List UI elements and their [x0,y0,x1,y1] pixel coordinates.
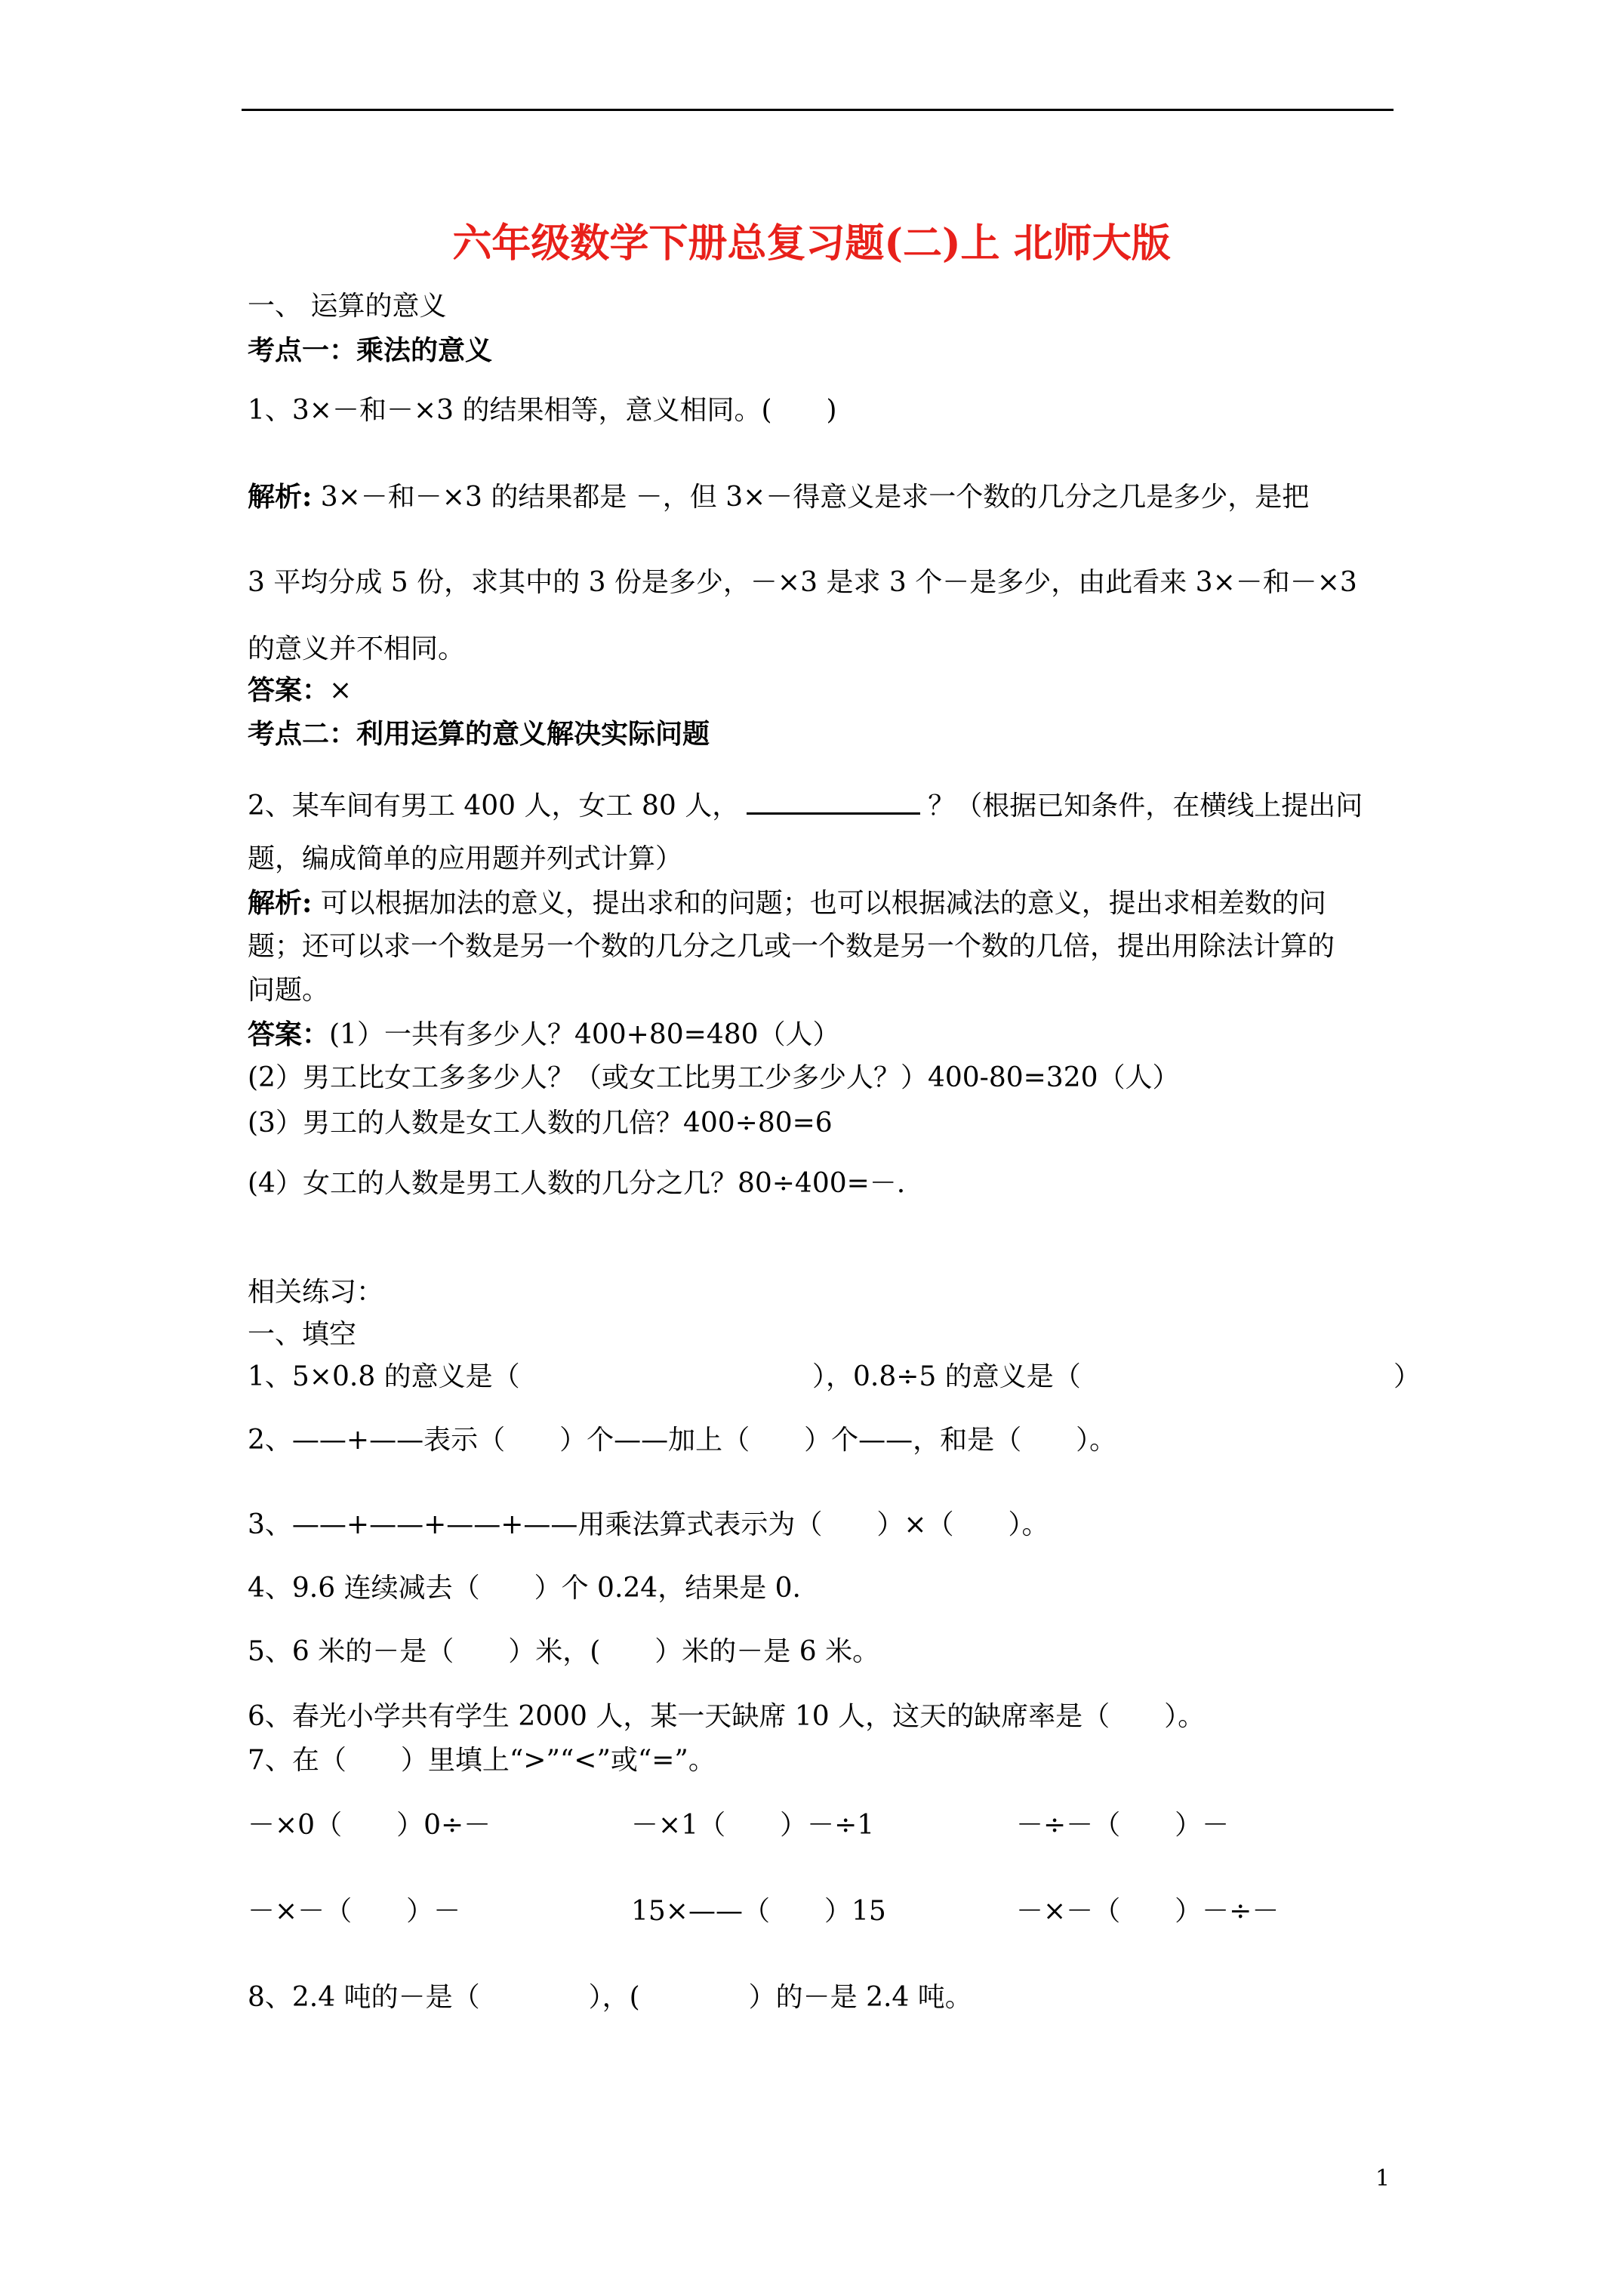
answer-label: 答案： [248,1019,330,1050]
answer-blank[interactable] [747,790,920,815]
answer-2-line-1 [248,1021,840,1049]
page-number: 1 [1375,2165,1390,2192]
analysis-2-line-2: 题；还可以求一个数是另一个数的几分之几或一个数是另一个数的几倍，提出用除法计算的 [248,931,1335,962]
answer-text: (1）一共有多少人？400+80=480（人） [329,1019,840,1050]
fill-heading: 一、填空 [248,1319,357,1350]
analysis-label: 解析: [248,481,313,513]
practice-2: 2、——+——表示（ ）个——加上（ ）个——，和是（ ）。 [248,1425,1117,1456]
compare-r2-c2: 15×——（ ）15 [631,1896,886,1927]
compare-r1-c3: －÷－（ ）－ [1016,1810,1230,1841]
practice-1-part-2: ），0.8÷5 的意义是（ [812,1361,1081,1392]
compare-r1-c1: －×0（ ）0÷－ [248,1810,491,1841]
analysis-2-line-1 [248,889,1326,917]
answer-1 [248,676,352,704]
question-2-line-2: 题，编成简单的应用题并列式计算） [248,843,683,874]
question-1: 1、3×－和－×3 的结果相等，意义相同。( ) [248,395,837,426]
analysis-text: 3×－和－×3 的结果都是 －，但 3×－得意义是求一个数的几分之几是多少，是把 [312,482,1310,513]
analysis-text: 可以根据加法的意义，提出求和的问题；也可以根据减法的意义，提出求相差数的问 [312,888,1326,919]
answer-text: × [329,675,353,706]
page-title: 六年级数学下册总复习题(二)上 北师大版 [452,220,1171,267]
analysis-2-line-3: 问题。 [248,975,330,1006]
compare-r2-c1: －×－（ ）－ [248,1896,461,1927]
practice-heading: 相关练习： [248,1277,384,1308]
practice-1-part-3: ） [1394,1361,1421,1392]
analysis-1-line-2: 3 平均分成 5 份，求其中的 3 份是多少，－×3 是求 3 个－是多少，由此看来 3×－和－×3 [248,567,1357,598]
header-rule [242,109,1394,111]
key-point-2: 考点二：利用运算的意义解决实际问题 [248,718,710,750]
practice-6: 6、春光小学共有学生 2000 人，某一天缺席 10 人，这天的缺席率是（ ）。 [248,1701,1206,1732]
practice-5: 5、6 米的－是（ ）米，( ）米的－是 6 米。 [248,1636,880,1667]
practice-1: 1、5×0.8 的意义是（ [248,1361,520,1392]
answer-2-line-2: (2）男工比女工多多少人？（或女工比男工少多少人？）400-80=320（人） [248,1062,1180,1093]
analysis-1-line-1 [248,483,1309,511]
question-2-text: 2、某车间有男工 400 人，女工 80 人， [248,791,740,821]
practice-4: 4、9.6 连续减去（ ）个 0.24，结果是 0. [248,1573,801,1604]
section-heading: 一、 运算的意义 [248,291,447,322]
analysis-1-line-3: 的意义并不相同。 [248,633,466,664]
question-2-text-cont: ？（根据已知条件，在横线上提出问 [928,791,1363,821]
answer-label: 答案： [248,674,330,706]
key-point-1: 考点一：乘法的意义 [248,334,493,366]
compare-r1-c2: －×1（ ）－÷1 [631,1810,875,1841]
practice-8: 8、2.4 吨的－是（ ），( ）的－是 2.4 吨。 [248,1982,972,2013]
practice-7: 7、在（ ）里填上“>”“<”或“=”。 [248,1745,716,1776]
answer-2-line-4: (4）女工的人数是男工人数的几分之几？80÷400=－. [248,1168,906,1199]
practice-3: 3、——+——+——+——用乘法算式表示为（ ）×（ ）。 [248,1509,1049,1540]
question-2-line-1 [248,790,1363,820]
answer-2-line-3: (3）男工的人数是女工人数的几倍？400÷80=6 [248,1108,833,1139]
analysis-label: 解析: [248,887,313,919]
compare-r2-c3: －×－（ ）－÷－ [1016,1896,1280,1927]
